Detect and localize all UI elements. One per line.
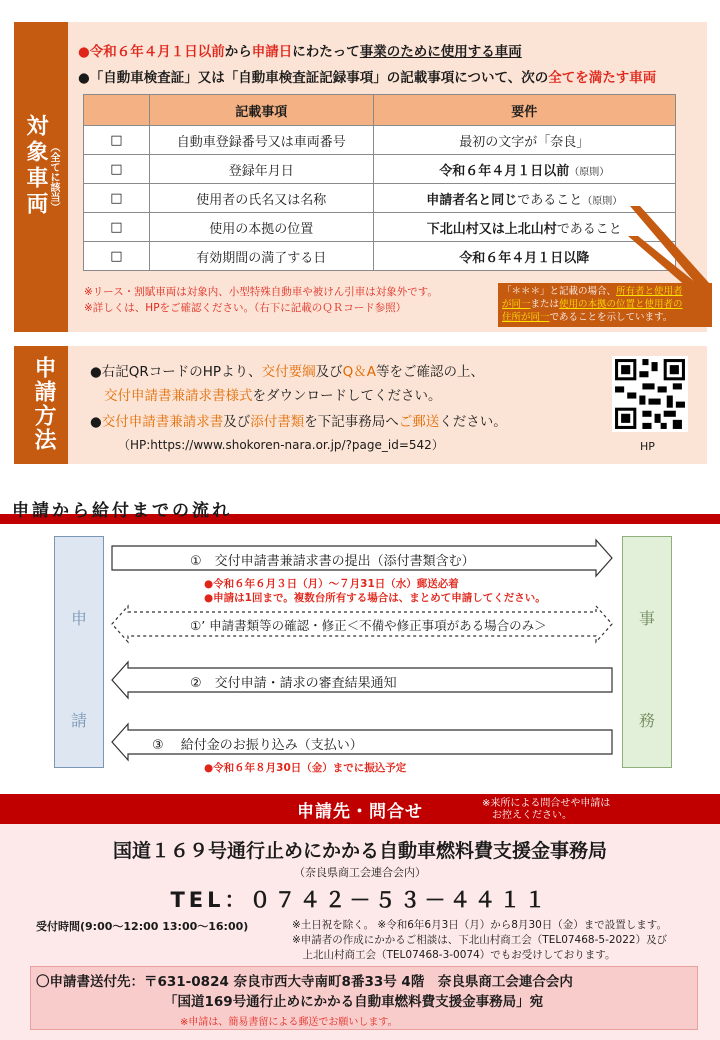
step-3-note: ●令和６年８月30日（金）までに振込予定	[204, 762, 407, 774]
method-line-3: ●交付申請書兼請求書及び添付書類を下記事務局へご郵送ください。	[90, 414, 507, 430]
table-row: □ 使用者の氏名又は名称 申請者名と同じであること（原則）	[84, 184, 676, 213]
callout-note: 「＊＊＊」と記載の場合、所有者と使用者 が同一または使用の本拠の位置と使用者の 住所が同一であることを示しています。	[498, 283, 712, 327]
method-line-1: ●右記QRコードのHPより、交付要綱及びQ＆A等をご確認の上、	[90, 364, 484, 380]
step-1b-label: ①’ 申請書類等の確認・修正＜不備や修正事項がある場合のみ＞	[190, 618, 547, 633]
office-hours: 受付時間(9:00～12:00 13:00～16:00)	[36, 920, 249, 933]
target-notes: ※リース・割賦車両は対象内、小型特殊自動車や被けん引車は対象外です。 ※詳しくは、HPをご確認ください。（右下に記載のＱＲコード参照）	[84, 286, 438, 314]
qr-label: HP	[640, 440, 655, 453]
send-address-line-1: 〇申請書送付先：〒631-0824 奈良市西大寺南町8番33号 4階 奈良県商工会連合会内	[36, 974, 573, 990]
step-3-label: ③ 給付金のお振り込み（支払い）	[152, 738, 363, 753]
step-1-note-2: ●申請は1回まで。複数台所有する場合は、まとめて申請してください。	[204, 592, 546, 604]
checkbox[interactable]: □	[84, 213, 150, 242]
method-side-label: 申請方法	[14, 346, 68, 464]
contact-header: 申請先・問合せ	[297, 802, 423, 822]
target-bullet-2: ●「自動車検査証」又は「自動車検査証記録事項」の記載事項について、次の全てを満たす車両	[78, 70, 657, 86]
step-1-label: ① 交付申請書兼請求書の提出（添付書類含む）	[190, 554, 475, 569]
applicant-box: 申 請	[54, 536, 104, 768]
table-row: □ 使用の本拠の位置 下北山村又は上北山村であること	[84, 213, 676, 242]
send-address-line-2: 「国道169号通行止めにかかる自動車燃料費支援金事務局」宛	[164, 994, 544, 1010]
table-row: □ 登録年月日 令和６年４月１日以前（原則）	[84, 155, 676, 184]
table-row: □ 自動車登録番号又は車両番号 最初の文字が「奈良」	[84, 126, 676, 155]
step-1-note-1: ●令和６年６月３日（月）～７月31日（水）郵送必着	[204, 578, 459, 590]
office-box: 事 務	[622, 536, 672, 768]
target-bullet-1: ●令和６年４月１日以前から申請日にわたって事業のために使用する車両	[78, 44, 522, 60]
method-url[interactable]: （HP:https://www.shokoren-nara.or.jp/?page_id=542）	[118, 438, 444, 452]
send-note: ※申請は、簡易書留による郵送でお願いします。	[180, 1017, 398, 1028]
method-line-2: 交付申請書兼請求書様式をダウンロードしてください。	[104, 388, 442, 404]
step-2-label: ② 交付申請・請求の審査結果通知	[190, 676, 397, 691]
office-hours-notes: ※土日祝を除く。 ※令和6年6月3日（月）から8月30日（金）まで設置します。 ※申請者の作成にかかるご相談は、下北山村商工会（TEL07468-5-2022）及び 上北山村商工会（TEL07468-3-0074）でもお受けしております。	[292, 919, 668, 961]
checkbox[interactable]: □	[84, 155, 150, 184]
flow-title: 申請から給付までの流れ	[12, 501, 232, 521]
table-row: □ 有効期間の満了する日 令和６年４月１日以降	[84, 242, 676, 271]
office-tel[interactable]: TEL：０７４２－５３－４４１１	[170, 888, 550, 912]
checkbox[interactable]: □	[84, 184, 150, 213]
checkbox[interactable]: □	[84, 126, 150, 155]
contact-header-note: ※来所による問合せや申請は お控えください。	[482, 798, 611, 821]
office-name: 国道１６９号通行止めにかかる自動車燃料費支援金事務局	[112, 840, 607, 862]
checkbox[interactable]: □	[84, 242, 150, 271]
table-header: 記載事項	[149, 95, 373, 126]
target-side-label: 対象車両 （全てに該当）	[14, 22, 68, 332]
office-sub: （奈良県商工会連合会内）	[294, 866, 426, 879]
table-header: 要件	[373, 95, 676, 126]
